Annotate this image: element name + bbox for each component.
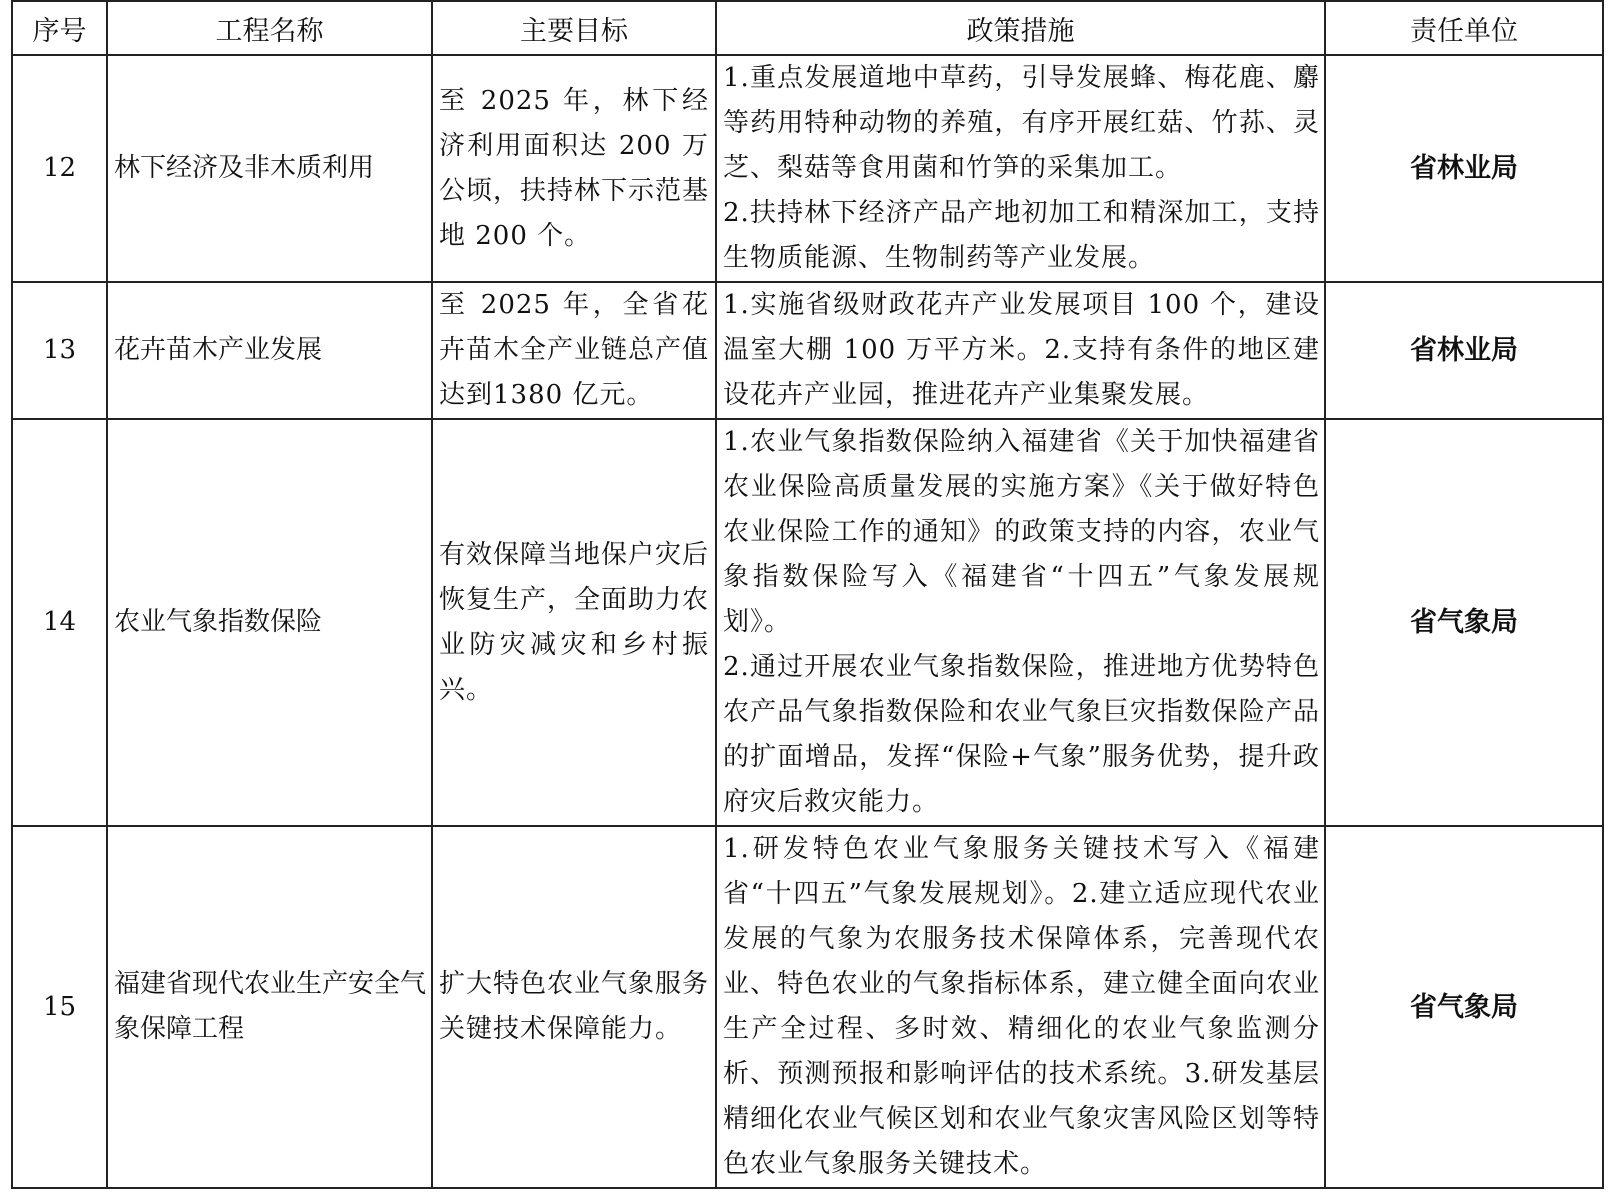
row-number: 13: [12, 282, 107, 419]
row-number: 15: [12, 826, 107, 1188]
policy-measures: [716, 419, 1325, 826]
table-row: [12, 55, 1603, 282]
row-number: 12: [12, 55, 107, 282]
main-goal: 扩大特色农业气象服务关键技术保障能力。: [432, 826, 716, 1188]
project-name: 林下经济及非木质利用: [107, 55, 432, 282]
table-row: [12, 282, 1603, 419]
header-goal: 主要目标: [432, 1, 716, 55]
responsible-unit: 省气象局: [1325, 419, 1603, 826]
policy-item: 1.实施省级财政花卉产业发展项目 100 个，建设温室大棚 100 万平方米。2.支持有条件的地区建设花卉产业园，推进花卉产业集聚发展。: [723, 290, 1320, 410]
table-header-row: [12, 1, 1603, 55]
policy-item: 2.扶持林下经济产品产地初加工和精深加工，支持生物质能源、生物制药等产业发展。: [723, 198, 1320, 273]
policy-measures: [716, 55, 1325, 282]
table-row: [12, 419, 1603, 826]
policy-measures: [716, 826, 1325, 1188]
responsible-unit: 省林业局: [1325, 55, 1603, 282]
main-goal: 至 2025 年，林下经济利用面积达 200 万公顷，扶持林下示范基地 200 个。: [432, 55, 716, 282]
project-name: 花卉苗木产业发展: [107, 282, 432, 419]
project-name: 农业气象指数保险: [107, 419, 432, 826]
policy-item: 1.农业气象指数保险纳入福建省《关于加快福建省农业保险高质量发展的实施方案》《关于做好特色农业保险工作的通知》的政策支持的内容，农业气象指数保险写入《福建省“十四五”气象发展规划》。: [723, 427, 1320, 637]
responsible-unit: 省气象局: [1325, 826, 1603, 1188]
policy-measures: [716, 282, 1325, 419]
responsible-unit: 省林业局: [1325, 282, 1603, 419]
main-goal: 至 2025 年，全省花卉苗木全产业链总产值达到1380 亿元。: [432, 282, 716, 419]
project-name: 福建省现代农业生产安全气象保障工程: [107, 826, 432, 1188]
policy-item: 2.通过开展农业气象指数保险，推进地方优势特色农产品气象指数保险和农业气象巨灾指数保险产品的扩面增品，发挥“保险+气象”服务优势，提升政府灾后救灾能力。: [723, 652, 1320, 817]
header-policy: 政策措施: [716, 1, 1325, 55]
document-page: [11, 0, 1602, 1189]
main-goal: 有效保障当地保户灾后恢复生产，全面助力农业防灾减灾和乡村振兴。: [432, 419, 716, 826]
policy-item: 1.重点发展道地中草药，引导发展蜂、梅花鹿、麝等药用特种动物的养殖，有序开展红菇、竹荪、灵芝、梨菇等食用菌和竹笋的采集加工。: [723, 63, 1320, 183]
header-no: 序号: [12, 1, 107, 55]
header-unit: 责任单位: [1325, 1, 1603, 55]
policy-item: 1.研发特色农业气象服务关键技术写入《福建省“十四五”气象发展规划》。2.建立适应现代农业发展的气象为农服务技术保障体系，完善现代农业、特色农业的气象指标体系，建立健全面向农业生产全过程、多时效、精细化的农业气象监测分析、预测预报和影响评估的技术系统。3.研发基层精细化农业气候区划和农业气象灾害风险区划等特色农业气象服务关键技术。: [723, 834, 1320, 1179]
table-row: [12, 826, 1603, 1188]
project-table: [11, 0, 1604, 1189]
header-name: 工程名称: [107, 1, 432, 55]
row-number: 14: [12, 419, 107, 826]
